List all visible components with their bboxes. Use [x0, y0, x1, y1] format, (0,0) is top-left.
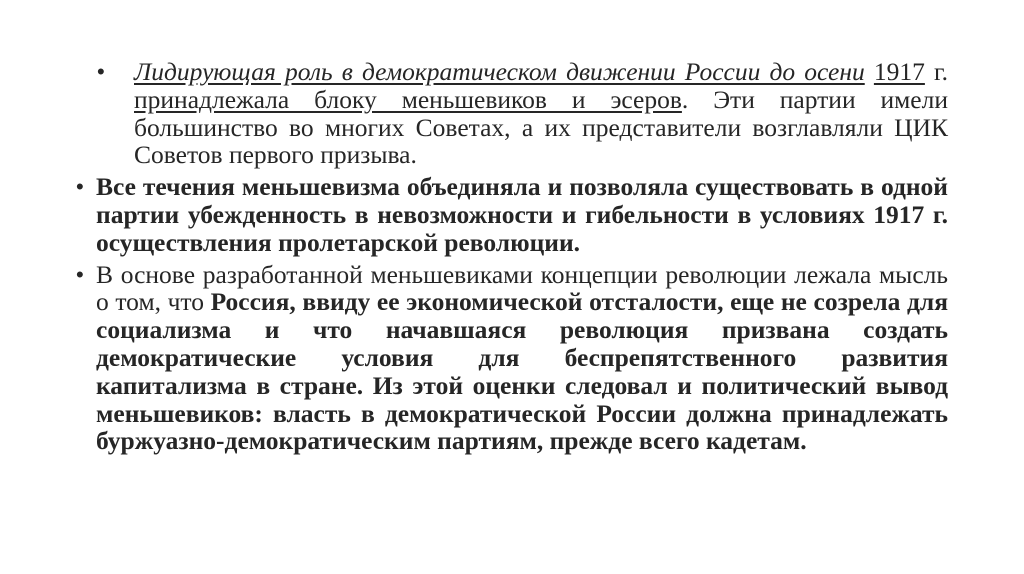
- plain-text: г.: [924, 57, 948, 86]
- plain-text: В основе разработанной меньшевиками концепции революции лежала мысль о том, что: [96, 259, 948, 317]
- bullet-text-2: Все течения меньшевизма объединяла и позволяла существовать в одной партии убежденность в невозможности и гибельности в условиях 1917 г. осуществления пролетарской революции.: [96, 172, 948, 257]
- underlined-phrase: принадлежала блоку меньшевиков и эсеров: [134, 84, 682, 114]
- bold-text: Россия, ввиду ее экономической отсталости, еще не созрела для социализма и что начавшаяся революция призвана создать демократические условия для беспрепятственного развития капитализма в стране. Из этой оценки следовал и политический вывод меньшевиков: власть в демократической России должна принадлежать буржуазно-демократическим партиям, прежде всего кадетам.: [96, 287, 948, 456]
- underlined-italic-phrase: Лидирующая роль в демократическом движении России до осени: [134, 57, 865, 86]
- space: [865, 57, 874, 86]
- underlined-year: 1917: [873, 57, 925, 86]
- bullet-text-1: [134, 57, 948, 169]
- plain-text: . Эти партии имели большинство во многих Советах, а их представители возглавляли ЦИК Советов первого призыва.: [134, 84, 948, 170]
- bullet-item-1: [76, 58, 948, 169]
- bullet-text-3: [96, 260, 948, 456]
- bullet-list: [76, 58, 948, 459]
- bullet-marker: •: [97, 59, 105, 84]
- bullet-item-2: [76, 173, 948, 256]
- bullet-marker: •: [76, 261, 84, 287]
- bullet-item-3: [76, 261, 948, 456]
- bullet-marker: •: [76, 174, 84, 200]
